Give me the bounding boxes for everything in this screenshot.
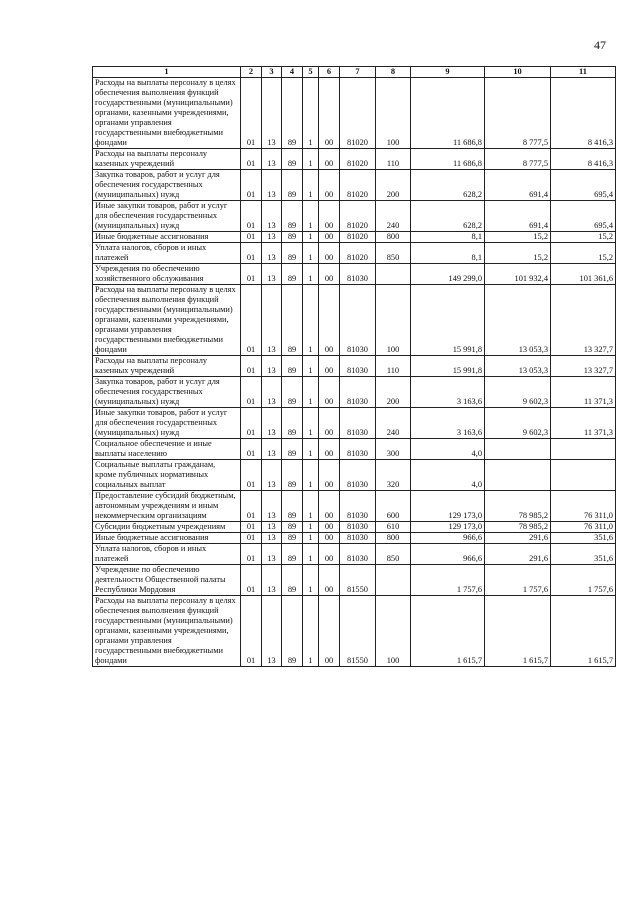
page-number: 47 — [594, 38, 606, 52]
cell-c7: 81030 — [340, 408, 376, 439]
cell-c11: 15,2 — [551, 232, 616, 243]
cell-c11: 76 311,0 — [551, 522, 616, 533]
cell-c8: 240 — [376, 201, 411, 232]
cell-c8: 320 — [376, 460, 411, 491]
row-name: Расходы на выплаты персоналу казенных учреждений — [93, 356, 241, 377]
column-header-4: 4 — [282, 67, 303, 78]
header-row — [93, 67, 616, 78]
cell-c5: 1 — [303, 460, 319, 491]
cell-c10: 13 053,3 — [485, 356, 551, 377]
row-name: Социальные выплаты гражданам, кроме публичных нормативных социальных выплат — [93, 460, 241, 491]
cell-c5: 1 — [303, 285, 319, 356]
cell-c6: 00 — [319, 356, 340, 377]
cell-c10: 291,6 — [485, 544, 551, 565]
cell-c3: 13 — [262, 264, 282, 285]
cell-c10: 8 777,5 — [485, 78, 551, 149]
cell-c4: 89 — [282, 522, 303, 533]
cell-c10: 1 757,6 — [485, 565, 551, 596]
cell-c11: 695,4 — [551, 170, 616, 201]
cell-c2: 01 — [241, 201, 262, 232]
cell-c6: 00 — [319, 170, 340, 201]
cell-c9: 966,6 — [411, 533, 485, 544]
cell-c6: 00 — [319, 522, 340, 533]
cell-c8: 800 — [376, 232, 411, 243]
cell-c9: 966,6 — [411, 544, 485, 565]
cell-c6: 00 — [319, 285, 340, 356]
cell-c7: 81550 — [340, 565, 376, 596]
cell-c7: 81020 — [340, 232, 376, 243]
row-name: Субсидии бюджетным учреждениям — [93, 522, 241, 533]
cell-c4: 89 — [282, 201, 303, 232]
cell-c7: 81030 — [340, 356, 376, 377]
cell-c8: 100 — [376, 285, 411, 356]
cell-c5: 1 — [303, 377, 319, 408]
cell-c5: 1 — [303, 565, 319, 596]
cell-c2: 01 — [241, 78, 262, 149]
column-header-8: 8 — [376, 67, 411, 78]
cell-c5: 1 — [303, 533, 319, 544]
cell-c6: 00 — [319, 533, 340, 544]
cell-c4: 89 — [282, 439, 303, 460]
cell-c3: 13 — [262, 533, 282, 544]
column-header-1: 1 — [93, 67, 241, 78]
cell-c11: 1 615,7 — [551, 596, 616, 667]
cell-c2: 01 — [241, 285, 262, 356]
cell-c3: 13 — [262, 285, 282, 356]
cell-c4: 89 — [282, 170, 303, 201]
cell-c7: 81020 — [340, 243, 376, 264]
column-header-10: 10 — [485, 67, 551, 78]
cell-c2: 01 — [241, 377, 262, 408]
table-row — [93, 565, 616, 596]
cell-c7: 81030 — [340, 491, 376, 522]
table-row — [93, 170, 616, 201]
cell-c11: 13 327,7 — [551, 356, 616, 377]
cell-c8: 110 — [376, 356, 411, 377]
cell-c3: 13 — [262, 460, 282, 491]
cell-c10: 15,2 — [485, 232, 551, 243]
table-row — [93, 356, 616, 377]
cell-c5: 1 — [303, 149, 319, 170]
row-name: Расходы на выплаты персоналу казенных учреждений — [93, 149, 241, 170]
cell-c8: 240 — [376, 408, 411, 439]
cell-c11: 1 757,6 — [551, 565, 616, 596]
cell-c2: 01 — [241, 565, 262, 596]
cell-c11: 76 311,0 — [551, 491, 616, 522]
cell-c11 — [551, 460, 616, 491]
cell-c10: 1 615,7 — [485, 596, 551, 667]
cell-c3: 13 — [262, 78, 282, 149]
cell-c2: 01 — [241, 243, 262, 264]
cell-c8: 110 — [376, 149, 411, 170]
row-name: Расходы на выплаты персоналу в целях обеспечения выполнения функций государственными (муниципальными) органами, казенными учреждениями, органами управления государственными внебюджетными фондами — [93, 78, 241, 149]
cell-c11: 8 416,3 — [551, 149, 616, 170]
cell-c2: 01 — [241, 149, 262, 170]
cell-c3: 13 — [262, 544, 282, 565]
row-name: Расходы на выплаты персоналу в целях обеспечения выполнения функций государственными (муниципальными) органами, казенными учреждениями, органами управления государственными внебюджетными фондами — [93, 285, 241, 356]
cell-c8 — [376, 565, 411, 596]
cell-c10: 691,4 — [485, 170, 551, 201]
table-row — [93, 439, 616, 460]
cell-c8: 300 — [376, 439, 411, 460]
table-row — [93, 491, 616, 522]
cell-c6: 00 — [319, 460, 340, 491]
cell-c6: 00 — [319, 565, 340, 596]
column-header-2: 2 — [241, 67, 262, 78]
cell-c11: 351,6 — [551, 544, 616, 565]
cell-c9: 1 615,7 — [411, 596, 485, 667]
cell-c3: 13 — [262, 232, 282, 243]
cell-c5: 1 — [303, 78, 319, 149]
cell-c5: 1 — [303, 408, 319, 439]
cell-c6: 00 — [319, 243, 340, 264]
row-name: Иные закупки товаров, работ и услуг для обеспечения государственных (муниципальных) нужд — [93, 201, 241, 232]
cell-c10 — [485, 439, 551, 460]
table-body — [93, 78, 616, 667]
cell-c4: 89 — [282, 243, 303, 264]
cell-c6: 00 — [319, 439, 340, 460]
cell-c9: 149 299,0 — [411, 264, 485, 285]
cell-c2: 01 — [241, 170, 262, 201]
cell-c9: 15 991,8 — [411, 356, 485, 377]
cell-c2: 01 — [241, 264, 262, 285]
cell-c6: 00 — [319, 408, 340, 439]
column-header-9: 9 — [411, 67, 485, 78]
cell-c6: 00 — [319, 201, 340, 232]
cell-c9: 15 991,8 — [411, 285, 485, 356]
cell-c6: 00 — [319, 491, 340, 522]
cell-c9: 11 686,8 — [411, 78, 485, 149]
cell-c9: 129 173,0 — [411, 522, 485, 533]
table-row — [93, 544, 616, 565]
row-name: Уплата налогов, сборов и иных платежей — [93, 243, 241, 264]
cell-c9: 129 173,0 — [411, 491, 485, 522]
cell-c2: 01 — [241, 596, 262, 667]
cell-c7: 81020 — [340, 78, 376, 149]
cell-c10: 291,6 — [485, 533, 551, 544]
row-name: Предоставление субсидий бюджетным, автономным учреждениям и иным некоммерческим организациям — [93, 491, 241, 522]
cell-c7: 81030 — [340, 544, 376, 565]
cell-c9: 4,0 — [411, 439, 485, 460]
cell-c3: 13 — [262, 170, 282, 201]
cell-c6: 00 — [319, 149, 340, 170]
cell-c10: 9 602,3 — [485, 408, 551, 439]
cell-c5: 1 — [303, 264, 319, 285]
cell-c3: 13 — [262, 408, 282, 439]
cell-c2: 01 — [241, 408, 262, 439]
cell-c8: 100 — [376, 78, 411, 149]
column-header-6: 6 — [319, 67, 340, 78]
column-header-7: 7 — [340, 67, 376, 78]
cell-c4: 89 — [282, 565, 303, 596]
cell-c8: 800 — [376, 533, 411, 544]
cell-c3: 13 — [262, 377, 282, 408]
cell-c5: 1 — [303, 544, 319, 565]
cell-c11: 15,2 — [551, 243, 616, 264]
cell-c5: 1 — [303, 522, 319, 533]
cell-c7: 81020 — [340, 170, 376, 201]
table-row — [93, 285, 616, 356]
cell-c11: 695,4 — [551, 201, 616, 232]
cell-c9: 4,0 — [411, 460, 485, 491]
table-row — [93, 522, 616, 533]
cell-c7: 81020 — [340, 149, 376, 170]
table-row — [93, 408, 616, 439]
row-name: Закупка товаров, работ и услуг для обеспечения государственных (муниципальных) нужд — [93, 377, 241, 408]
cell-c4: 89 — [282, 356, 303, 377]
table-row — [93, 78, 616, 149]
table-row — [93, 232, 616, 243]
cell-c2: 01 — [241, 491, 262, 522]
cell-c3: 13 — [262, 356, 282, 377]
cell-c7: 81030 — [340, 533, 376, 544]
cell-c8: 610 — [376, 522, 411, 533]
cell-c10: 691,4 — [485, 201, 551, 232]
cell-c2: 01 — [241, 232, 262, 243]
cell-c3: 13 — [262, 522, 282, 533]
cell-c2: 01 — [241, 356, 262, 377]
row-name: Учреждение по обеспечению деятельности Общественной палаты Республики Мордовия — [93, 565, 241, 596]
cell-c4: 89 — [282, 149, 303, 170]
row-name: Учреждения по обеспечению хозяйственного обслуживания — [93, 264, 241, 285]
cell-c4: 89 — [282, 533, 303, 544]
cell-c5: 1 — [303, 491, 319, 522]
cell-c9: 3 163,6 — [411, 377, 485, 408]
cell-c4: 89 — [282, 460, 303, 491]
cell-c4: 89 — [282, 544, 303, 565]
table-row — [93, 377, 616, 408]
cell-c11 — [551, 439, 616, 460]
cell-c10: 78 985,2 — [485, 522, 551, 533]
cell-c2: 01 — [241, 522, 262, 533]
cell-c11: 11 371,3 — [551, 377, 616, 408]
cell-c3: 13 — [262, 149, 282, 170]
table-row — [93, 149, 616, 170]
table-row — [93, 460, 616, 491]
row-name: Иные бюджетные ассигнования — [93, 533, 241, 544]
cell-c6: 00 — [319, 377, 340, 408]
cell-c9: 3 163,6 — [411, 408, 485, 439]
cell-c5: 1 — [303, 201, 319, 232]
cell-c8 — [376, 264, 411, 285]
cell-c4: 89 — [282, 232, 303, 243]
row-name: Иные бюджетные ассигнования — [93, 232, 241, 243]
cell-c9: 8,1 — [411, 232, 485, 243]
table-row — [93, 201, 616, 232]
cell-c9: 628,2 — [411, 170, 485, 201]
cell-c10: 8 777,5 — [485, 149, 551, 170]
cell-c7: 81030 — [340, 460, 376, 491]
row-name: Уплата налогов, сборов и иных платежей — [93, 544, 241, 565]
cell-c4: 89 — [282, 596, 303, 667]
cell-c5: 1 — [303, 170, 319, 201]
cell-c3: 13 — [262, 596, 282, 667]
cell-c3: 13 — [262, 439, 282, 460]
cell-c10: 101 932,4 — [485, 264, 551, 285]
cell-c6: 00 — [319, 78, 340, 149]
cell-c3: 13 — [262, 491, 282, 522]
cell-c3: 13 — [262, 201, 282, 232]
cell-c11: 101 361,6 — [551, 264, 616, 285]
cell-c7: 81020 — [340, 201, 376, 232]
cell-c7: 81030 — [340, 522, 376, 533]
cell-c8: 600 — [376, 491, 411, 522]
cell-c6: 00 — [319, 232, 340, 243]
cell-c4: 89 — [282, 264, 303, 285]
cell-c4: 89 — [282, 78, 303, 149]
cell-c7: 81030 — [340, 285, 376, 356]
cell-c10: 78 985,2 — [485, 491, 551, 522]
cell-c4: 89 — [282, 408, 303, 439]
cell-c8: 850 — [376, 544, 411, 565]
cell-c2: 01 — [241, 460, 262, 491]
cell-c11: 8 416,3 — [551, 78, 616, 149]
row-name: Закупка товаров, работ и услуг для обеспечения государственных (муниципальных) нужд — [93, 170, 241, 201]
cell-c7: 81550 — [340, 596, 376, 667]
table-row — [93, 243, 616, 264]
cell-c11: 13 327,7 — [551, 285, 616, 356]
cell-c7: 81030 — [340, 439, 376, 460]
column-header-5: 5 — [303, 67, 319, 78]
cell-c5: 1 — [303, 439, 319, 460]
cell-c6: 00 — [319, 596, 340, 667]
row-name: Расходы на выплаты персоналу в целях обеспечения выполнения функций государственными (муниципальными) органами, казенными учреждениями, органами управления государственными внебюджетными фондами — [93, 596, 241, 667]
cell-c6: 00 — [319, 544, 340, 565]
table-row — [93, 264, 616, 285]
cell-c9: 11 686,8 — [411, 149, 485, 170]
column-header-11: 11 — [551, 67, 616, 78]
column-header-3: 3 — [262, 67, 282, 78]
cell-c3: 13 — [262, 565, 282, 596]
cell-c10: 15,2 — [485, 243, 551, 264]
cell-c10 — [485, 460, 551, 491]
row-name: Социальное обеспечение и иные выплаты населению — [93, 439, 241, 460]
cell-c9: 8,1 — [411, 243, 485, 264]
cell-c2: 01 — [241, 533, 262, 544]
cell-c9: 1 757,6 — [411, 565, 485, 596]
cell-c4: 89 — [282, 377, 303, 408]
cell-c10: 13 053,3 — [485, 285, 551, 356]
cell-c2: 01 — [241, 439, 262, 460]
cell-c5: 1 — [303, 243, 319, 264]
cell-c7: 81030 — [340, 377, 376, 408]
cell-c4: 89 — [282, 491, 303, 522]
cell-c6: 00 — [319, 264, 340, 285]
cell-c3: 13 — [262, 243, 282, 264]
cell-c4: 89 — [282, 285, 303, 356]
cell-c2: 01 — [241, 544, 262, 565]
table-row — [93, 596, 616, 667]
cell-c11: 351,6 — [551, 533, 616, 544]
cell-c5: 1 — [303, 596, 319, 667]
cell-c5: 1 — [303, 232, 319, 243]
cell-c7: 81030 — [340, 264, 376, 285]
cell-c5: 1 — [303, 356, 319, 377]
cell-c9: 628,2 — [411, 201, 485, 232]
cell-c8: 200 — [376, 170, 411, 201]
budget-table — [92, 66, 616, 667]
cell-c8: 200 — [376, 377, 411, 408]
table-row — [93, 533, 616, 544]
cell-c10: 9 602,3 — [485, 377, 551, 408]
cell-c11: 11 371,3 — [551, 408, 616, 439]
cell-c8: 850 — [376, 243, 411, 264]
row-name: Иные закупки товаров, работ и услуг для обеспечения государственных (муниципальных) нужд — [93, 408, 241, 439]
cell-c8: 100 — [376, 596, 411, 667]
